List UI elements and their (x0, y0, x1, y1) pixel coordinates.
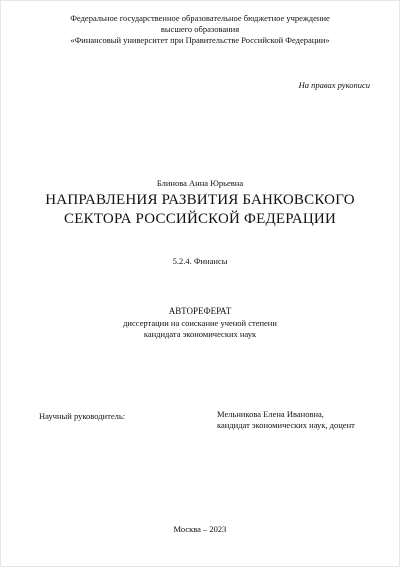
organization-header (1, 13, 399, 46)
document-description-line-1: диссертации на соискание ученой степени (123, 318, 277, 328)
title-line-1: НАПРАВЛЕНИЯ РАЗВИТИЯ БАНКОВСКОГО (45, 192, 355, 208)
organization-line-2: высшего образования (160, 24, 240, 34)
supervisor-info (217, 409, 355, 431)
rights-note: На правах рукописи (298, 80, 370, 90)
author-name: Блинова Анна Юрьевна (156, 178, 244, 188)
title-line-2: СЕКТОРА РОССИЙСКОЙ ФЕДЕРАЦИИ (63, 211, 336, 227)
supervisor-name: Мельникова Елена Ивановна, (217, 409, 324, 419)
supervisor-degree: кандидат экономических наук, доцент (217, 420, 355, 430)
city-year: Москва – 2023 (173, 524, 227, 534)
organization-line-3: «Финансовый университет при Правительстве Российской Федерации» (70, 35, 330, 45)
specialty: 5.2.4. Финансы (172, 256, 228, 266)
supervisor-label: Научный руководитель: (39, 411, 126, 421)
organization-line-1: Федеральное государственное образовательное бюджетное учреждение (70, 13, 330, 23)
document-description-line-2: кандидата экономических наук (143, 329, 257, 339)
dissertation-title (1, 191, 399, 229)
document-type: АВТОРЕФЕРАТ (168, 306, 232, 316)
document-description (1, 318, 399, 340)
